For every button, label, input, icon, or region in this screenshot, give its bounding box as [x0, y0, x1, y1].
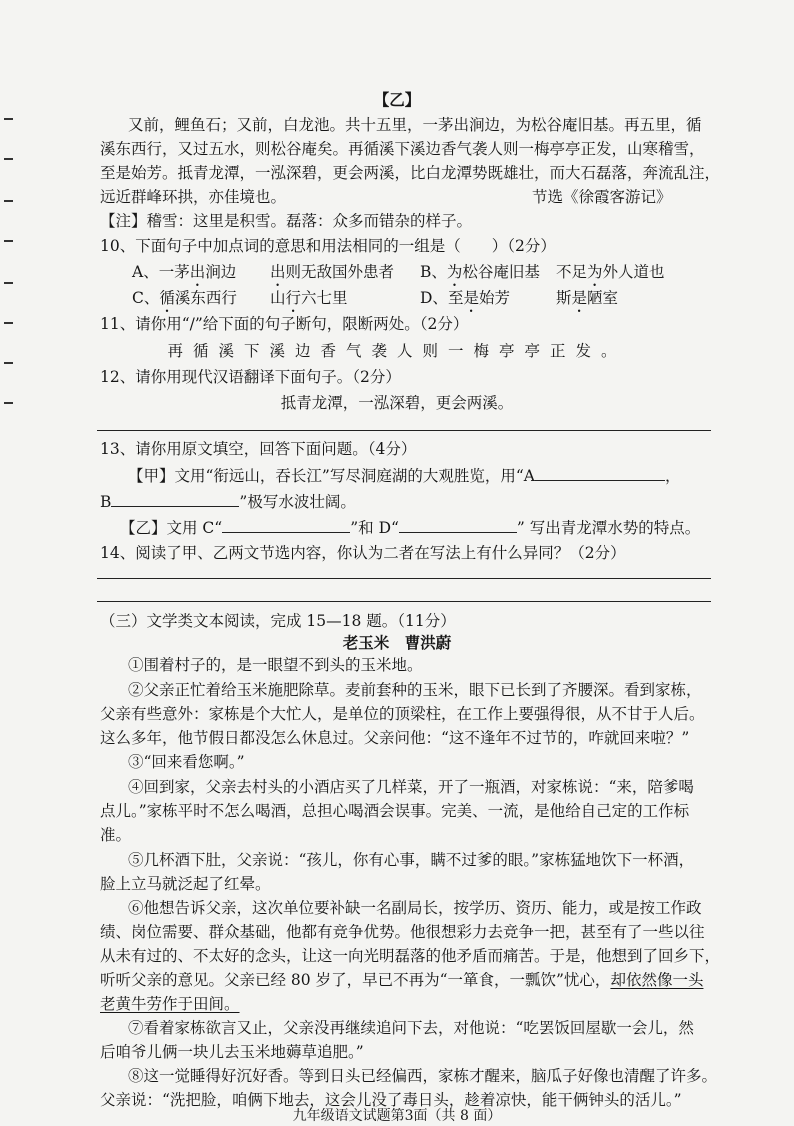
dotted-word: 为	[446, 263, 463, 281]
story-line: 脸上立马就泛起了红晕。	[100, 875, 271, 893]
section-3-header: （三）文学类文本阅读，完成 15—18 题。（11分）	[100, 612, 456, 630]
q10-option-d-pair: 斯是陋室	[556, 289, 619, 307]
q10-option-b: B、为松谷庵旧基	[420, 263, 540, 281]
dotted-word: 行	[285, 289, 302, 307]
story-paragraph: ②父亲正忙着给玉米施肥除草。麦前套种的玉米，眼下已长到了齐腰深。看到家栋，	[128, 681, 702, 699]
question-10-stem: 10、下面句子中加点词的意思和用法相同的一组是（ ）（2分）	[100, 237, 556, 255]
story-paragraph: ④回到家，父亲去村头的小酒店买了几样菜，开了一瓶酒，对家栋说：“来，陪爹喝	[128, 778, 694, 796]
story-line: 父亲说：“洗把脸，咱俩下地去，这会儿没了毒日头，趁着凉快，能干俩钟头的活儿。”	[100, 1091, 682, 1109]
dotted-word: 循	[159, 289, 175, 307]
story-line	[100, 994, 240, 1014]
story-paragraph: ⑧这一觉睡得好沉好香。等到日头已经偏西，家栋才醒来，脑瓜子好像也清醒了许多。	[128, 1067, 718, 1085]
margin-mark	[4, 362, 13, 364]
margin-mark	[4, 118, 13, 120]
q10-option-a: A、一茅出涧边	[132, 263, 237, 281]
q13-line-2: B ”极写水波壮阔。	[100, 493, 356, 511]
q10-option-a-pair: 出则无敌国外患者	[270, 263, 395, 281]
story-line: 准。	[100, 826, 132, 844]
question-12-stem: 12、请你用现代汉语翻译下面句子。（2分）	[100, 368, 401, 386]
story-line: 父亲有些意外：家栋是个大忙人，是单位的顶梁柱，在工作上要强得很，从不甘于人后。	[100, 705, 705, 723]
q13-line-3: 【乙】文用 C“ ”和 D“ ” 写出青龙潭水势的特点。	[120, 519, 701, 537]
q10-option-d: D、至是始芳	[420, 289, 510, 307]
answer-line[interactable]	[97, 430, 711, 431]
q10-option-c-pair: 山行六七里	[270, 289, 348, 307]
story-title-line	[0, 633, 794, 653]
answer-blank-b[interactable]	[111, 491, 239, 507]
page-footer: 九年级语文试题第3面（共 8 面）	[292, 1108, 502, 1124]
yi-text-line: 远近群峰环拱，亦佳境也。	[100, 188, 287, 206]
story-paragraph: ⑥他想告诉父亲，这次单位要补缺一名副局长，按学历、资历、能力，或是按工作政	[128, 899, 702, 917]
story-line: 从未有过的、不太好的念头，让这一向光明磊落的他矛盾而痛苦。于是，他想到了回乡下，	[100, 947, 721, 965]
q10-option-b-pair: 不足为外人道也	[556, 263, 665, 281]
margin-mark	[4, 240, 13, 242]
story-line: 点儿。”家栋平时不怎么喝酒，总担心喝酒会误事。完美、一流，是他给自己定的工作标	[100, 802, 690, 820]
dotted-word: 是	[463, 289, 479, 307]
yi-text-line: 至是始芳。抵青龙潭，一泓深碧，更会两溪，比白龙潭势既雄壮，而大石磊落，奔流乱注，	[100, 164, 721, 182]
annotation-note: 【注】稽雪：这里是积雪。磊落：众多而错杂的样子。	[100, 212, 473, 230]
question-11-stem: 11、请你用“/”给下面的句子断句，限断两处。（2分）	[100, 315, 469, 333]
q11-sentence: 再循溪下溪边香气袭人则一梅亭亭正发。	[167, 342, 627, 360]
story-paragraph: ⑦看着家栋欲言又止，父亲没再继续追问下去，对他说：“吃罢饭回屋歇一会儿，然	[128, 1019, 694, 1037]
question-13-stem: 13、请你用原文填空，回答下面问题。（4分）	[100, 440, 417, 458]
answer-line[interactable]	[97, 601, 711, 602]
answer-blank-a[interactable]	[535, 465, 665, 481]
underlined-phrase: 却依然像一头	[610, 971, 704, 989]
dotted-word: 是	[571, 289, 588, 307]
answer-blank-d[interactable]	[399, 517, 517, 533]
margin-mark	[4, 200, 13, 202]
yi-text-line: 又前，鲤鱼石；又前，白龙池。共十五里，一茅出涧边，为松谷庵旧基。再五里，循	[128, 116, 702, 134]
dotted-word: 出	[189, 263, 206, 281]
margin-mark	[4, 322, 13, 324]
story-paragraph: ③“回来看您啊。”	[128, 753, 245, 771]
story-paragraph: ①围着村子的，是一眼望不到头的玉米地。	[128, 656, 423, 674]
story-line: 这么多年，他节假日都没怎么休息过。父亲问他：“这不逢年不过节的，咋就回来啦？”	[100, 729, 690, 747]
q12-sentence: 抵青龙潭，一泓深碧，更会两溪。	[280, 394, 514, 412]
story-line: 后咱爷儿俩一块儿去玉米地薅草追肥。”	[100, 1043, 364, 1061]
story-title: 老玉米	[342, 633, 390, 652]
q10-option-c: C、循溪东西行	[132, 289, 237, 307]
yi-text-line: 溪东西行，又过五水，则松谷庵矣。再循溪下溪边香气袭人则一梅亭亭正发，山寒稽雪，	[100, 140, 705, 158]
answer-blank-c[interactable]	[222, 517, 350, 533]
story-paragraph: ⑤几杯酒下肚，父亲说：“孩儿，你有心事，瞒不过爹的眼。”家栋猛地饮下一杯酒，	[128, 851, 695, 869]
dotted-word: 出	[270, 263, 286, 281]
margin-mark	[4, 158, 13, 160]
margin-mark	[4, 282, 13, 284]
answer-line[interactable]	[97, 578, 711, 579]
story-line: 绩、岗位需要、群众基础，他都有竞争优势。他很想彩力去竞争一把，甚至有了一些以往	[100, 923, 705, 941]
section-yi-header: 【乙】	[373, 90, 421, 109]
story-line: 听听父亲的意见。父亲已经 80 岁了，早已不再为“一箪食，一瓢饮”忧心，却依然像一头	[100, 971, 704, 989]
source-citation: 节选《徐霞客游记》	[532, 188, 672, 206]
question-14-stem: 14、阅读了甲、乙两文节选内容，你认为二者在写法上有什么异同？（2分）	[100, 544, 626, 562]
story-author: 曹洪蔚	[404, 633, 452, 652]
underlined-phrase: 老黄牛劳作于田间。	[100, 995, 240, 1013]
dotted-word: 为	[587, 263, 603, 281]
q13-line-1: 【甲】文用“衔远山，吞长江”写尽洞庭湖的大观胜览，用“A ，	[128, 467, 681, 485]
